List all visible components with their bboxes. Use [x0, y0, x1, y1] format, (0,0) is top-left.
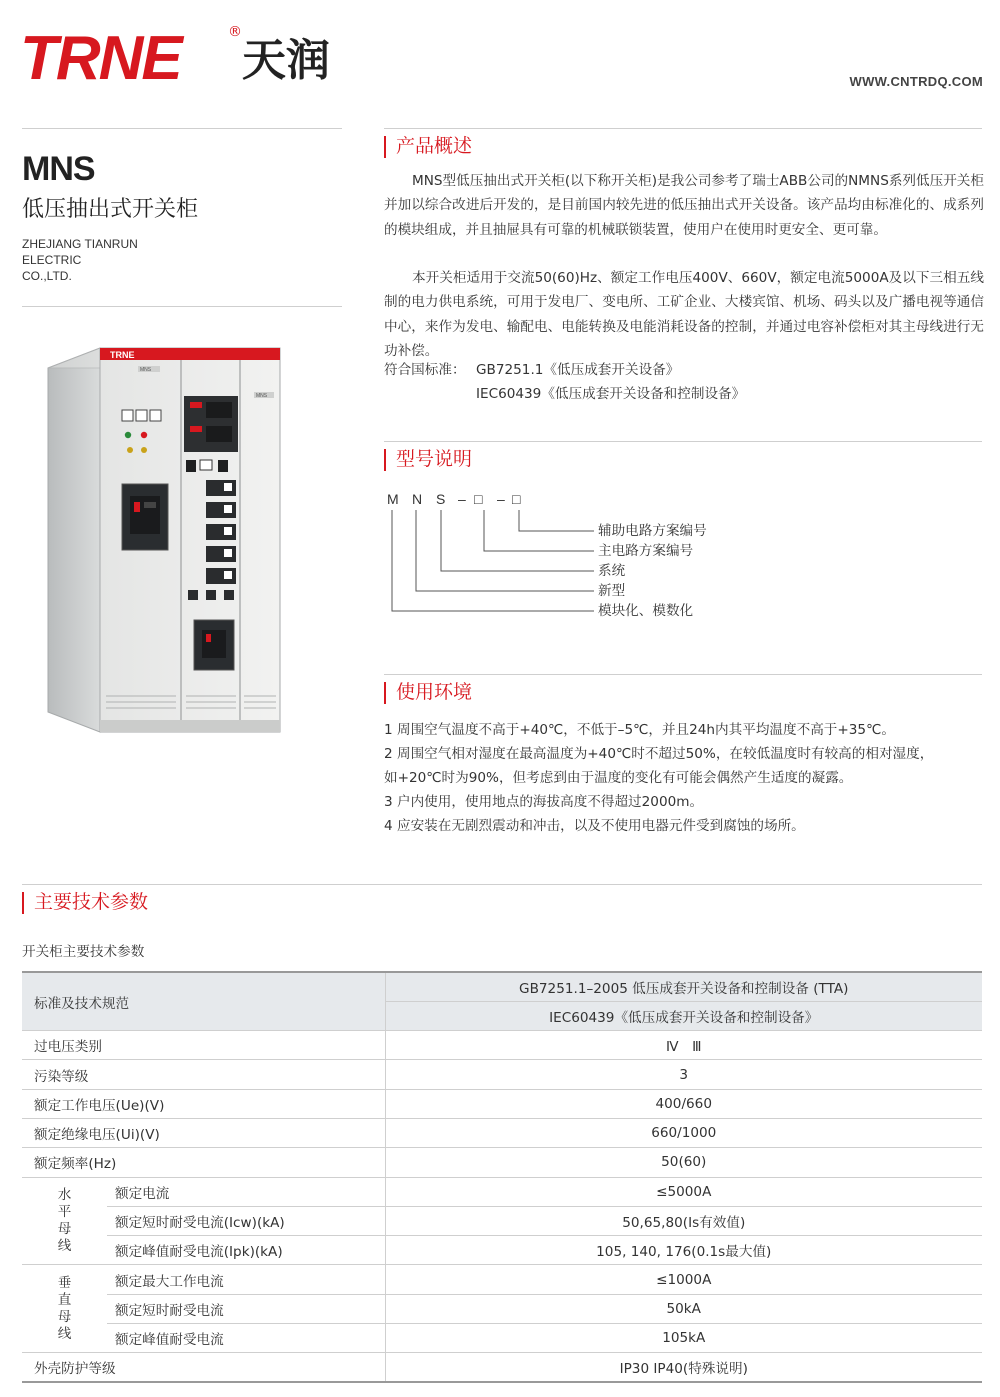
table-cell-value: 50kA: [385, 1294, 982, 1323]
table-cell-value: 400/660: [385, 1089, 982, 1118]
table-cell-value: ≤1000A: [385, 1265, 982, 1294]
table-row: [22, 972, 982, 1001]
table-row: [22, 1324, 982, 1353]
company-line: CO.,LTD.: [22, 269, 72, 283]
table-row: [22, 1265, 982, 1294]
environment-line: 4 应安装在无剧烈震动和冲击，以及不使用电器元件受到腐蚀的场所。: [384, 818, 805, 834]
model-desc-title: 型号说明: [384, 447, 472, 471]
table-cell-label: 外壳防护等级: [22, 1353, 385, 1382]
photo-panel-label: MNS: [140, 367, 152, 373]
table-header-value: GB7251.1–2005 低压成套开关设备和控制设备 (TTA): [385, 972, 982, 1001]
website-url[interactable]: WWW.CNTRDQ.COM: [849, 74, 983, 89]
overview-title: 产品概述: [384, 134, 472, 158]
overview-paragraph-2: 本开关柜适用于交流50(60)Hz、额定工作电压400V、660V，额定电流5000A及以下三相五线制的电力供电系统，可用于发电厂、变电所、工矿企业、大楼宾馆、机场、码头以及广播电视等通信中心，来作为发电、输配电、电能转换及电能消耗设备的控制，并通过电容补偿柜对其主母线进行无功补偿。: [384, 270, 984, 360]
model-letter: –: [497, 491, 505, 507]
environment-line: 2 周围空气相对湿度在最高温度为+40℃时不超过50%，在较低温度时有较高的相对湿度，: [384, 746, 934, 762]
table-row: [22, 1031, 982, 1060]
model-letter: S: [436, 491, 446, 507]
environment-line: 3 户内使用，使用地点的海拔高度不得超过2000m。: [384, 794, 704, 810]
table-cell-label: 额定峰值耐受电流(Ipk)(kA): [107, 1236, 385, 1265]
table-cell-label: 额定绝缘电压(Ui)(V): [22, 1118, 385, 1147]
table-cell-value: 105kA: [385, 1324, 982, 1353]
table-cell-label: 额定短时耐受电流: [107, 1294, 385, 1323]
table-cell-value: IP30 IP40(特殊说明): [385, 1353, 982, 1382]
photo-panel-label: MNS: [256, 393, 268, 399]
model-label-new: 新型: [598, 583, 626, 599]
model-letter: □: [474, 491, 483, 507]
model-label-system: 系统: [598, 563, 626, 579]
table-row: [22, 1206, 982, 1235]
table-cell-label: 额定峰值耐受电流: [107, 1324, 385, 1353]
table-row: [22, 1353, 982, 1382]
logo-chinese: 天润: [242, 35, 330, 86]
left-bottom-divider: [22, 306, 342, 307]
table-cell-label: 过电压类别: [22, 1031, 385, 1060]
model-title: MNS: [22, 150, 95, 188]
table-cell-value: Ⅳ Ⅲ: [385, 1031, 982, 1060]
product-name: 低压抽出式开关柜: [22, 197, 199, 222]
right-top-divider: [384, 128, 982, 129]
table-cell-label: 额定电流: [107, 1177, 385, 1206]
table-cell-label: 额定最大工作电流: [107, 1265, 385, 1294]
table-cell-value: 105, 140, 176(0.1s最大值): [385, 1236, 982, 1265]
brand-logo: [20, 24, 350, 93]
model-letter: M: [387, 491, 399, 507]
section-divider: [22, 884, 982, 885]
table-header-label: 标准及技术规范: [22, 972, 385, 1031]
logo-text: TRNE: [20, 24, 181, 93]
model-label-aux: 辅助电路方案编号: [598, 523, 707, 539]
standard-label: 符合国标准：: [384, 362, 466, 378]
photo-brand: TRNE: [110, 350, 135, 360]
company-line: ELECTRIC: [22, 253, 82, 267]
model-tree-lines: [380, 505, 600, 620]
table-cell-label: 污染等级: [22, 1060, 385, 1089]
switchgear-cabinet-illustration: [40, 340, 310, 740]
table-row: [22, 1060, 982, 1089]
table-row: [22, 1294, 982, 1323]
company-name: [22, 236, 138, 284]
left-top-divider: [22, 128, 342, 129]
section-divider: [384, 441, 982, 442]
product-photo: [40, 340, 310, 740]
table-cell-label: 额定频率(Hz): [22, 1148, 385, 1177]
model-letter: –: [458, 491, 466, 507]
registered-mark: ®: [228, 24, 242, 40]
group-label: 水平母线: [57, 1187, 72, 1255]
table-cell-value: 50,65,80(Is有效值): [385, 1206, 982, 1235]
standard-1: GB7251.1《低压成套开关设备》: [476, 362, 680, 378]
environment-title: 使用环境: [384, 680, 472, 704]
table-cell-value: ≤5000A: [385, 1177, 982, 1206]
tech-subtitle: 开关柜主要技术参数: [22, 944, 145, 960]
model-letter: N: [412, 491, 423, 507]
group-vertical-bus: [22, 1265, 107, 1353]
table-cell-label: 额定工作电压(Ue)(V): [22, 1089, 385, 1118]
overview-paragraph-1: MNS型低压抽出式开关柜(以下称开关柜)是我公司参考了瑞士ABB公司的NMNS系列低压开关柜并加以综合改进后开发的，是目前国内较先进的低压抽出式开关设备。该产品均由标准化的、成系列的模块组成，并且抽屉具有可靠的机械联锁装置，使用户在使用时更安全、更可靠。: [384, 173, 984, 238]
table-row: [22, 1089, 982, 1118]
table-cell-value: 660/1000: [385, 1118, 982, 1147]
table-cell-value: 3: [385, 1060, 982, 1089]
spec-table: [22, 971, 982, 1383]
model-label-main: 主电路方案编号: [598, 543, 694, 559]
group-horizontal-bus: [22, 1177, 107, 1265]
standard-2: IEC60439《低压成套开关设备和控制设备》: [476, 386, 746, 402]
table-cell-value: 50(60): [385, 1148, 982, 1177]
table-row: [22, 1177, 982, 1206]
tech-title: 主要技术参数: [22, 890, 148, 914]
table-row: [22, 1118, 982, 1147]
environment-line: 1 周围空气温度不高于+40℃，不低于–5℃，并且24h内其平均温度不高于+35℃。: [384, 722, 895, 738]
group-label: 垂直母线: [57, 1274, 72, 1342]
company-line: ZHEJIANG TIANRUN: [22, 237, 138, 251]
table-header-value: IEC60439《低压成套开关设备和控制设备》: [385, 1001, 982, 1030]
section-divider: [384, 674, 982, 675]
table-cell-label: 额定短时耐受电流(Icw)(kA): [107, 1206, 385, 1235]
environment-line: 如+20℃时为90%，但考虑到由于温度的变化有可能会偶然产生适度的凝露。: [384, 770, 853, 786]
table-row: [22, 1236, 982, 1265]
table-row: [22, 1148, 982, 1177]
model-label-modular: 模块化、模数化: [598, 603, 694, 619]
model-letter: □: [512, 491, 521, 507]
